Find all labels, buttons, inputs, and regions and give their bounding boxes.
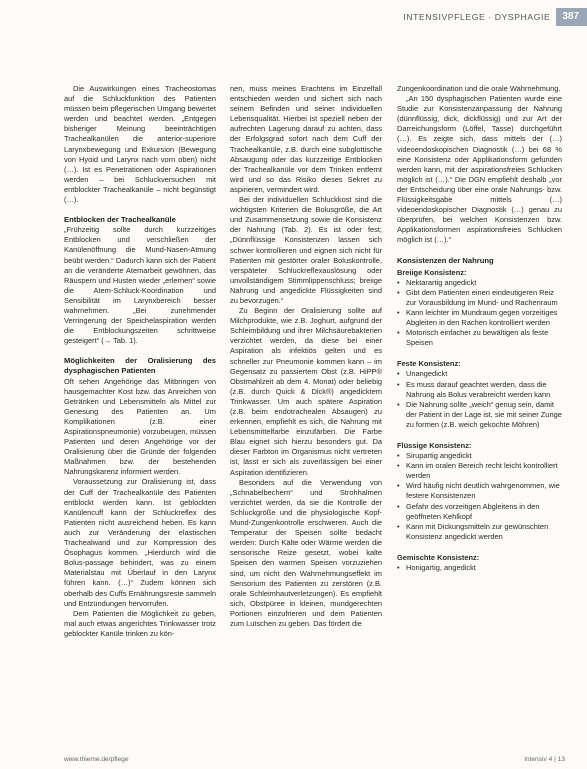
list-item: • Die Nahrung sollte „weich“ genug sein, damit der Patient in der Lage ist, sie mit seiner Zunge zu formen (z.B. weich gekochte Möhren): [397, 400, 562, 430]
footer-issue: intensiv 4 | 13: [524, 756, 565, 763]
footer-url: www.thieme.de/pflege: [64, 756, 129, 763]
list-item: • Unangedickt: [397, 369, 562, 379]
paragraph: Bei der individuellen Schluckkost sind die wichtigsten Kriterien die Bolusgröße, die Art und Zusammensetzung sowie die Konsistenz der Nahrung (Tab. 2). Es ist oder fest; „Dünnflüssige Konsistenzen lassen sich schwer kontrollieren und eignen sich nicht für Patienten mit gestörter oraler Boluskontrolle, verspäteter Schluckreflexauslösung oder unvollständigem Stimmlippenschluss; breiige Nahrung und angedickte Flüssigkeiten sind zu bevorzugen.“: [230, 195, 382, 305]
section-heading-entblocken: Entblocken der Trachealkanüle: [64, 215, 176, 225]
paragraph: nen, muss meines Erachtens im Einzelfall entschieden werden und sichert sich nach seinem Befinden und seiner individuellen Lebensqualität. Hierbei ist speziell neben der aufrechten Lagerung darauf zu achten, dass der Erfolgsgrad sofort nach dem Cuff der Trachealkanüle, z.B. durch eine subglottische Absaugung oder das kurzzeitige Entblocken der Trachealkanüle vor dem Trinken entfernt wird und so das Risiko dieses Sekret zu aspirieren, vermindert wird.: [230, 84, 382, 194]
list-item: • Gibt dem Patienten einen eindeutigeren Reiz zur Vorausbildung im Mund- und Rachenraum: [397, 288, 562, 308]
text-column-3: [397, 84, 562, 573]
page-footer: [64, 756, 565, 763]
subheading-fest: Feste Konsistenz:: [397, 359, 461, 369]
list-item: • Kann mit Dickungsmitteln zur gewünschten Konsistenz angedickt werden: [397, 522, 562, 542]
paragraph: Voraussetzung zur Oralisierung ist, dass der Cuff der Trachealkanüle des Patienten entblockt werden kann. Ist geblockten Kanülencuff kann der Schluckreflex des Patienten nicht ausreichend heben. Es kann auch zur Veränderung der elastischen Trachealwand und zur Kompression des Ösophagus kommen. „Hierdurch wird die Bolus-passage behindert, was zu einem Materialstau mit Überlauf in den Larynx führen kann. (…)“ Zudem können sich oberhalb des Cuffs Ernährungsreste sammeln und Entzündungen hervorrufen.: [64, 477, 216, 608]
list-item: • Honigartig, angedickt: [397, 563, 562, 573]
section-heading-oralisierung: Möglichkeiten der Oralisierung des dysphagischen Patienten: [64, 356, 216, 376]
paragraph: „Frühzeitig sollte durch kurzzeitiges Entblocken und verschließen der Kanülenöffnung die Mund-Nasen-Atmung beübt werden.“ Dadurch kann sich der Patient an die veränderte Atemarbeit gewöhnen, das Räuspern und Husten wieder „erlernen“ sowie die Atem-Schluck-Koordination und Sensibilität im Larynxbereich besser wahrnehmen. „Bei zunehmender Verringerung der Speichelaspiration werden die Entblockungszeiten schrittweise gesteigert“ (→ Tab. 1).: [64, 225, 216, 346]
paragraph: Besonders auf die Verwendung von „Schnabelbechern“ und Strohhalmen verzichtet werden, da sie die Kontrolle der Schluckgröße und die physiologische Kopf-Mund-Zungenkontrolle erschweren. Auch die Temperatur der Speisen sollte bedacht werden: Durch Kälte oder Wärme werden die sensorische Reize gesetzt, wobei kalte Speisen den warmen Speisen vorzuziehen sind, um nicht den Wahrnehmungseffekt im Sensorium des Patienten zu zerstören (z.B. orale Schleimhautverletzungen). Es empfiehlt sich, Obstpüree in kleinen, mundgerechten Portionen einzufrieren und dem Patienten zum Lutschen zu geben. Das fördert die: [230, 477, 382, 628]
subheading-fluessig: Flüssige Konsistenz:: [397, 441, 472, 450]
paragraph: Zu Beginn der Oralisierung sollte auf Milchprodukte, wie z.B. Joghurt, aufgrund der Schleimbildung und ihrer Milchsäurebakterien verzichtet werden, da diese bei einer Aspiration als infektiös gelten und es schneller zur Pneumonie kommen kann – im Gegensatz zu passiertem Obst (z.B. HiPP® Obstmahlzeit ab dem 4. Monat) oder beliebig (z.B. durch Quick & Dick®) angedicktem Trinkwasser. Um auch spätere Aspiration (z.B. beim endotrachealen Absaugen) zu erkennen, empfiehlt es sich, die Nahrung mit Lebensmittelfarbe einzufärben. Die Farbe Blau eignet sich hierzu besonders gut. Da dieser Farbton im Organismus nicht vertreten ist, lässt er sich als zuverlässigen bei einer Aspiration identifizieren.: [230, 306, 382, 477]
list-item: • Motorisch einfacher zu bewältigen als feste Speisen: [397, 328, 562, 348]
list-item: • Wird häufig nicht deutlich wahrgenommen, wie festere Konsistenzen: [397, 481, 562, 501]
list-item: • Es muss darauf geachtet werden, dass die Nahrung als Bolus verabreicht werden kann: [397, 380, 562, 400]
page-number: 387: [556, 8, 587, 26]
paragraph: Dem Patienten die Möglichkeit zu geben, mal auch etwas angerichtes Trinkwasser trotz geblockter Kanüle trinken zu kön-: [64, 608, 216, 638]
text-column-2: [230, 84, 382, 629]
list-item: • Nektarartig angedickt: [397, 278, 562, 288]
list-item: • Sirupartig angedickt: [397, 451, 562, 461]
list-item: • Kann leichter im Mundraum gegen vorzeitiges Abgleiten in den Rachen kontrolliert werden: [397, 308, 562, 328]
subheading-gemischt: Gemischte Konsistenz:: [397, 552, 480, 562]
paragraph: „An 150 dysphagischen Patienten wurde eine Studie zur Konsistenzanpassung der Nahrung (dünnflüssig, dick, dickflüssig) und zur Art der Darreichungsform (Löffel, Tasse) durchgeführt (…). Es zeigte sich, dass mittels der (…) videoendoskopischen Diagnostik (…) bei 68 % eine Konsistenz oder Applikationsform gefunden werden kann, mit der aspirationsfreies Schlucken möglich ist (…).“ Die DGN empfiehlt deshalb „vor der Entscheidung über eine orale Nahrungs- bzw. Flüssigkeitsgabe mittels (…) videoendoskopischer Diagnostik (…) genau zu überprüfen, bei welchen Konsistenzen bzw. Applikationsformen aspirationsfreies Schlucken möglich ist (…).“: [397, 94, 562, 245]
paragraph: Oft sehen Angehörige das Mitbringen von hausgemachter Kost bzw. das Anreichen von Getränken und Lebensmitteln als Mittel zur Genesung des Patienten an. Um Komplikationen (z.B. einer Aspirationspneumonie) vorzubeugen, müssen Patienten und deren Angehörige vor der Oralisierung über die Gründe der folgenden Maßnahmen bzw. der bestehenden Nahrungskarenz informiert werden.: [64, 376, 216, 477]
list-fluessig: [397, 451, 562, 542]
list-fest: [397, 369, 562, 430]
list-item: • Kann im oralen Bereich recht leicht kontrolliert werden: [397, 461, 562, 481]
text-column-1: [64, 84, 216, 639]
running-header: [403, 8, 587, 26]
list-item: • Gefahr des vorzeitigen Abgleitens in den geöffneten Kehlkopf: [397, 502, 562, 522]
section-title: INTENSIVPFLEGE · DYSPHAGIE: [403, 12, 551, 22]
section-heading-konsistenzen: Konsistenzen der Nahrung: [397, 255, 494, 265]
list-breiig: [397, 278, 562, 349]
subheading-breiig: Breiige Konsistenz:: [397, 267, 467, 277]
list-gemischt: [397, 563, 562, 573]
paragraph: Zungenkoordination und die orale Wahrnehmung.: [397, 84, 561, 93]
paragraph: Die Auswirkungen eines Tracheostomas auf die Schluckfunktion des Patienten müssen beim pflegerischen Umgang bewertet werden und beachtet werden. „Entgegen bisheriger Meinung beeinträchtigen Trachealkanülen die anterior-superiore Larynxbewegung und Exkursion (Bewegung von Hyoid und Larynx nach vorn oben) nicht (…). Ist es Penetrationen oder Aspirationen werden – bei Schluckversuchen mit entblockter Trachealkanüle – nicht begünstigt (…).: [64, 84, 216, 205]
